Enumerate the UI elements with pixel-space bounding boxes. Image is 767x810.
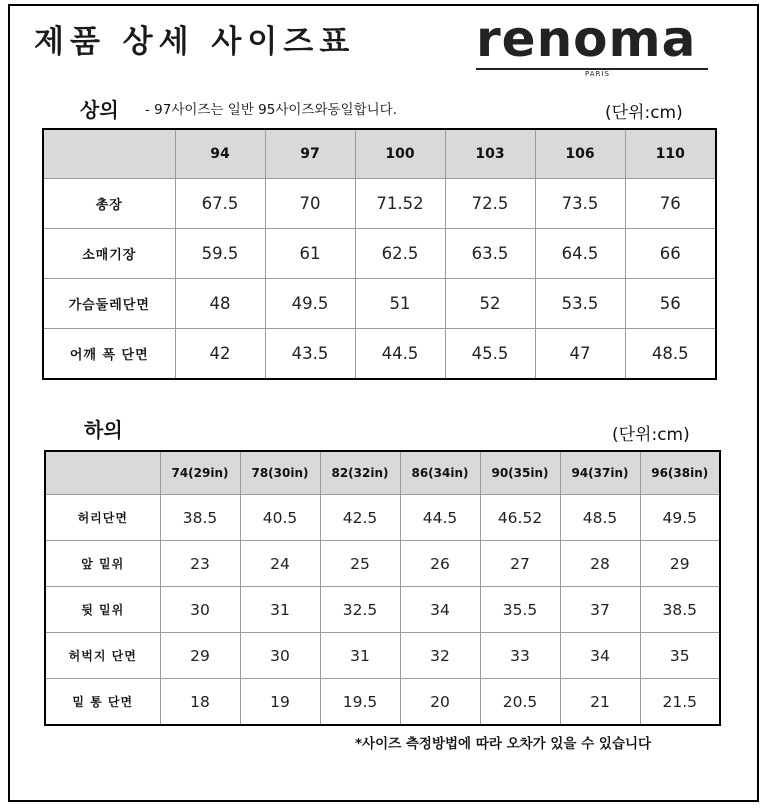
table-cell: 40.5 [240, 495, 320, 541]
table-cell: 38.5 [160, 495, 240, 541]
table-cell: 32.5 [320, 587, 400, 633]
column-header: 90(35in) [480, 451, 560, 495]
table-cell: 59.5 [175, 229, 265, 279]
table-row [45, 587, 720, 633]
table-row [43, 279, 716, 329]
table-cell: 26 [400, 541, 480, 587]
table-cell: 20.5 [480, 679, 560, 726]
table-cell: 48.5 [560, 495, 640, 541]
table-cell: 19 [240, 679, 320, 726]
brand-logo-text: renoma [476, 10, 697, 68]
column-header: 100 [355, 129, 445, 179]
table-cell: 18 [160, 679, 240, 726]
table-cell: 28 [560, 541, 640, 587]
table-cell: 48.5 [625, 329, 716, 380]
table-cell: 46.52 [480, 495, 560, 541]
row-label: 소매기장 [43, 229, 175, 279]
table-cell: 32 [400, 633, 480, 679]
table-cell: 43.5 [265, 329, 355, 380]
table-cell: 27 [480, 541, 560, 587]
table-cell: 30 [240, 633, 320, 679]
table-cell: 20 [400, 679, 480, 726]
table-cell: 44.5 [355, 329, 445, 380]
table-corner-cell [43, 129, 175, 179]
table-cell: 64.5 [535, 229, 625, 279]
table-cell: 19.5 [320, 679, 400, 726]
table-cell: 25 [320, 541, 400, 587]
table-cell: 48 [175, 279, 265, 329]
measurement-footnote: *사이즈 측정방법에 따라 오차가 있을 수 있습니다 [355, 736, 652, 752]
row-label: 어깨 폭 단면 [43, 329, 175, 380]
row-label: 총장 [43, 179, 175, 229]
column-header: 82(32in) [320, 451, 400, 495]
table-row [43, 329, 716, 380]
row-label: 밑 통 단면 [45, 679, 160, 726]
row-label: 허리단면 [45, 495, 160, 541]
table-row [45, 633, 720, 679]
table-cell: 76 [625, 179, 716, 229]
bottom-unit-label: (단위:cm) [612, 425, 690, 445]
column-header: 94 [175, 129, 265, 179]
column-header: 110 [625, 129, 716, 179]
column-header: 94(37in) [560, 451, 640, 495]
table-row [45, 541, 720, 587]
table-cell: 35 [640, 633, 720, 679]
table-cell: 31 [320, 633, 400, 679]
row-label: 뒷 밑위 [45, 587, 160, 633]
row-label: 허벅지 단면 [45, 633, 160, 679]
top-section-title: 상의 [80, 98, 119, 122]
table-cell: 63.5 [445, 229, 535, 279]
table-cell: 49.5 [265, 279, 355, 329]
column-header: 103 [445, 129, 535, 179]
table-cell: 62.5 [355, 229, 445, 279]
column-header: 97 [265, 129, 355, 179]
table-cell: 44.5 [400, 495, 480, 541]
table-cell: 29 [160, 633, 240, 679]
table-header-row [45, 451, 720, 495]
table-cell: 45.5 [445, 329, 535, 380]
column-header: 106 [535, 129, 625, 179]
table-cell: 71.52 [355, 179, 445, 229]
table-cell: 53.5 [535, 279, 625, 329]
brand-logo-subtext: PARIS [582, 70, 613, 78]
table-cell: 51 [355, 279, 445, 329]
table-cell: 33 [480, 633, 560, 679]
table-row [45, 679, 720, 726]
table-cell: 70 [265, 179, 355, 229]
table-cell: 42.5 [320, 495, 400, 541]
table-corner-cell [45, 451, 160, 495]
table-cell: 21.5 [640, 679, 720, 726]
table-cell: 72.5 [445, 179, 535, 229]
table-cell: 67.5 [175, 179, 265, 229]
table-cell: 30 [160, 587, 240, 633]
table-row [43, 179, 716, 229]
bottom-size-table [44, 450, 721, 726]
column-header: 78(30in) [240, 451, 320, 495]
table-cell: 42 [175, 329, 265, 380]
table-cell: 29 [640, 541, 720, 587]
table-cell: 66 [625, 229, 716, 279]
table-cell: 47 [535, 329, 625, 380]
table-cell: 52 [445, 279, 535, 329]
table-cell: 38.5 [640, 587, 720, 633]
page-title: 제품 상세 사이즈표 [34, 24, 356, 60]
column-header: 96(38in) [640, 451, 720, 495]
top-size-table [42, 128, 717, 380]
brand-logo [470, 10, 720, 78]
top-section-note: - 97사이즈는 일반 95사이즈와동일합니다. [145, 102, 398, 118]
table-cell: 34 [560, 633, 640, 679]
table-cell: 49.5 [640, 495, 720, 541]
table-cell: 21 [560, 679, 640, 726]
table-cell: 34 [400, 587, 480, 633]
table-row [45, 495, 720, 541]
column-header: 86(34in) [400, 451, 480, 495]
column-header: 74(29in) [160, 451, 240, 495]
table-cell: 24 [240, 541, 320, 587]
row-label: 앞 밑위 [45, 541, 160, 587]
row-label: 가슴둘레단면 [43, 279, 175, 329]
table-cell: 73.5 [535, 179, 625, 229]
table-cell: 56 [625, 279, 716, 329]
table-header-row [43, 129, 716, 179]
table-cell: 37 [560, 587, 640, 633]
table-cell: 35.5 [480, 587, 560, 633]
top-unit-label: (단위:cm) [605, 103, 683, 123]
table-cell: 23 [160, 541, 240, 587]
table-cell: 31 [240, 587, 320, 633]
bottom-section-title: 하의 [84, 418, 123, 442]
table-row [43, 229, 716, 279]
table-cell: 61 [265, 229, 355, 279]
